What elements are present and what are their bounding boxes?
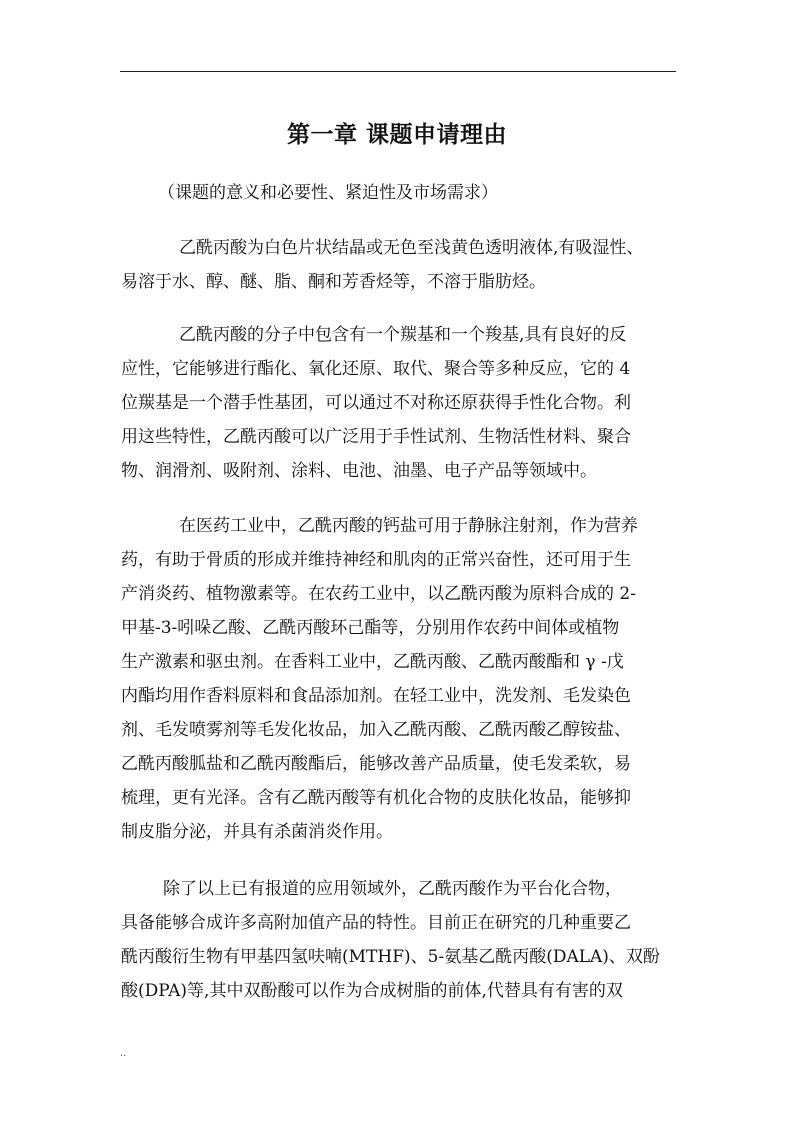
paragraph-line: 药，有助于骨质的形成并维持神经和肌肉的正常兴奋性，还可用于生 (121, 550, 631, 570)
paragraph-line: 具备能够合成许多高附加值产品的特性。目前正在研究的几种重要乙 (121, 913, 631, 933)
paragraph-line: 应性，它能够进行酯化、氧化还原、取代、聚合等多种反应，它的 4 (121, 359, 631, 379)
page-title: 第一章 课题申请理由 (286, 121, 507, 148)
paragraph-line: 易溶于水、醇、醚、脂、酮和芳香烃等，不溶于脂肪烃。 (121, 272, 546, 292)
paragraph-line: 制皮脂分泌，并具有杀菌消炎作用。 (121, 822, 393, 842)
paragraph-2 (121, 318, 681, 488)
paragraph-line: 乙酰丙酸为白色片状结晶或无色至浅黄色透明液体,有吸湿性、 (179, 238, 644, 258)
paragraph-line: 乙酰丙酸的分子中包含有一个羰基和一个羧基,具有良好的反 (179, 325, 627, 345)
paragraph-line: 在医药工业中，乙酰丙酸的钙盐可用于静脉注射剂，作为营养 (179, 516, 638, 536)
paragraph-line: 甲基-3-吲哚乙酸、乙酰丙酸环己酯等，分别用作农药中间体或植物 (121, 618, 620, 638)
paragraph-line: 除了以上已有报道的应用领域外，乙酰丙酸作为平台化合物， (163, 879, 622, 899)
header-rule (120, 71, 676, 72)
paragraph-line: 产消炎药、植物激素等。在农药工业中，以乙酰丙酸为原料合成的 2- (121, 584, 636, 604)
page-subtitle: （课题的意义和必要性、紧迫性及市场需求） (158, 183, 498, 203)
paragraph-line: 乙酰丙酸胍盐和乙酰丙酸酯后，能够改善产品质量，使毛发柔软，易 (121, 754, 631, 774)
paragraph-line: 酰丙酸衍生物有甲基四氢呋喃(MTHF)、5-氨基乙酰丙酸(DALA)、双酚 (121, 947, 660, 967)
paragraph-line: 梳理，更有光泽。含有乙酰丙酸等有机化合物的皮肤化妆品，能够抑 (121, 788, 631, 808)
paragraph-1 (121, 231, 681, 299)
paragraph-line: 酸(DPA)等,其中双酚酸可以作为合成树脂的前体,代替具有有害的双 (121, 981, 623, 1001)
paragraph-line: 生产激素和驱虫剂。在香料工业中，乙酰丙酸、乙酰丙酸酯和 γ -戊 (121, 652, 624, 672)
paragraph-line: 物、润滑剂、吸附剂、涂料、电池、油墨、电子产品等领域中。 (121, 461, 597, 481)
footer-mark: .. (120, 1048, 127, 1059)
paragraph-line: 内酯均用作香料原料和食品添加剂。在轻工业中，洗发剂、毛发染色 (121, 686, 631, 706)
paragraph-line: 用这些特性，乙酰丙酸可以广泛用于手性试剂、生物活性材料、聚合 (121, 427, 631, 447)
paragraph-3 (121, 509, 681, 849)
paragraph-4 (121, 872, 681, 1008)
paragraph-line: 位羰基是一个潜手性基团，可以通过不对称还原获得手性化合物。利 (121, 393, 631, 413)
paragraph-line: 剂、毛发喷雾剂等毛发化妆品，加入乙酰丙酸、乙酰丙酸乙醇铵盐、 (121, 720, 631, 740)
